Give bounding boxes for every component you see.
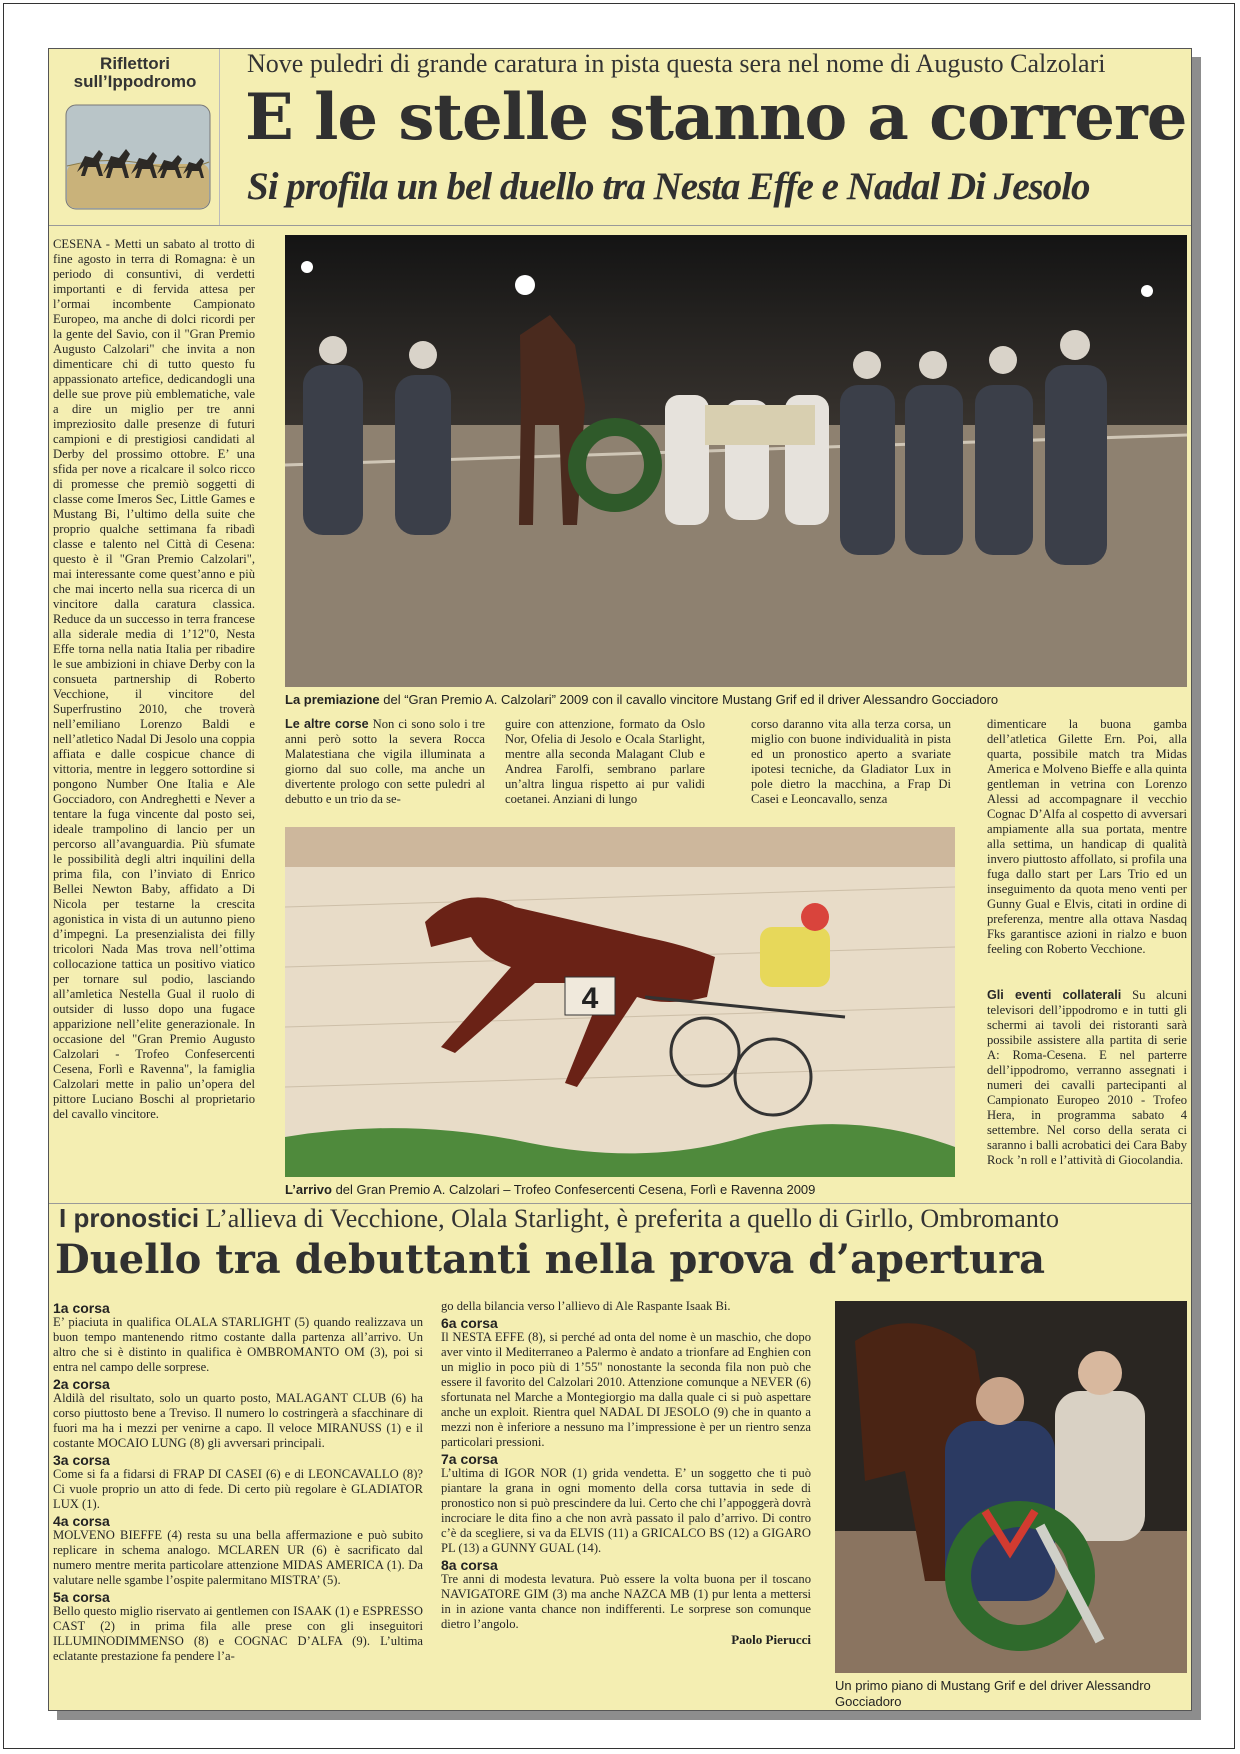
race-prediction bbox=[441, 1558, 811, 1632]
driver-closeup-photo bbox=[835, 1301, 1187, 1673]
main-headline: E le stelle stanno a correre bbox=[245, 80, 1187, 155]
predictions-column-2 bbox=[441, 1299, 811, 1648]
race-label: 6a corsa bbox=[441, 1315, 498, 1331]
race-label: 5a corsa bbox=[53, 1589, 110, 1605]
article-column-1: CESENA - Metti un sabato al trotto di fine agosto in terra di Romagna: è un periodo di consuntivi, di verdetti importanti e di fervida attesa per l’ormai incombente Campionato Europeo, ma anche di dolci ricordi per la gente del Savio, con il "Gran Premio Augusto Calzolari" che invita a non dimenticare chi di tutto questo fu appassionato artefice, dedicandogli una delle sue prove più emblematiche, vale a dire un miglio per tre anni impreziosito dalle presenze di futuri campioni e di prestigiosi candidati al Derby del prossimo ottobre. E’ una sfida per nove a ricalcare il solco ricco di promesse che premiò soggetti di classe come Imeros Sec, Little Games e Mustang Bi, l’ultimo della suite che proprio qualche settimana fa ribadì classe e talento nel Città di Cesena: questo è il "Gran Premio Calzolari", mai interessante come quest’anno e più che mai incerto nella sua ricerca di un vincitore dalla caratura classica. Reduce da un successo in terra francese alla siderale media di 1’12"0, Nesta Effe torna nella natia Italia per ribadire le sue ambizioni in chiave Derby con la consueta partnership di Roberto Vecchione, il vincitore del Superfrustino 2010, che troverà nell’emiliano Lorenzo Baldi e nell’atletico Nadal Di Jesolo una coppia affiata e dalle cospicue chance di vittoria, mentre in leggero sottordine si pongono Number One Italia e Ale Gocciadoro, con Andreghetti e Never a tentare la fuga vincente dal posto sei, ideale trampolino di lancio per un percorso all’avanguardia. Più sfumate le possibilità degli altri inquilini della prima fila, con l’inviato di Enrico Bellei Newton Baby, affidato a Di Nicola per testarne la crescita agonistica in vista di un autunno pieno d’impegni. La presenzialista dei filly tricolori Nada Mas trova nell’ottima collocazione tattica un positivo viatico per tornare sul podio, lasciando all’amletica Nestella Gual il ruolo di outsider di lusso dopo una fugace apparizione nell’elite generazionale. In occasione del "Gran Premio Augusto Calzolari - Trofeo Confesercenti Cesena, Forlì e Ravenna", la famiglia Calzolari mette in palio un’opera del pittore Luciano Boschi al proprietario del cavallo vincitore. bbox=[53, 237, 255, 1121]
article-column-5-continued bbox=[987, 988, 1187, 1168]
race-text: MOLVENO BIEFFE (4) resta su una bella affermazione e può subito replicare in schema analogo. MCLAREN UR (6) è sacrificato dal numero mentre merita particolare attenzione MIDAS AMERICA (1). Da valutare nelle sgambe l’ospite palermitano MISTRA’ (5). bbox=[53, 1528, 423, 1587]
article-text: Non ci sono solo i tre anni però sotto la severa Rocca Malatestiana che vigila illuminata a giorno dal suo colle, ma anche un divertente prologo con sette puledri al debutto e un trio da se- bbox=[285, 717, 485, 806]
race-prediction bbox=[53, 1453, 423, 1512]
article-column-5: dimenticare la buona gamba dell’atletica Gilette Ern. Poi, alla quarta, possibile match tra Midas America e Molveno Bieffe e alla quinta gentleman in vetrina con Lorenzo Alessi ad accompagnare il vecchio Cognac D’Alfa al cospetto di avversari ampiamente alla sua portata, mentre alla settima, un handicap di qualità invero piuttosto affollato, si profila una fuga dallo start per Lars Trio ed un inseguimento da quota meno venti per Gunny Gual e Elvis, citati in ordine di preferenza, mentre alla ottava Nasdaq Fks garantisce azioni in rialzo e buon feeling con Roberto Vecchione. bbox=[987, 717, 1187, 956]
newspaper-clipping bbox=[48, 48, 1192, 1711]
caption-text: del “Gran Premio A. Calzolari” 2009 con il cavallo vincitore Mustang Grif ed il driver Alessandro Gocciadoro bbox=[379, 692, 999, 707]
race-label: 1a corsa bbox=[53, 1300, 110, 1316]
kicker-thumbnail-image bbox=[65, 104, 211, 210]
race-text: E’ piaciuta in qualifica OLALA STARLIGHT (5) quando realizzava un buon tempo mantenendo ritmo costante dalla partenza all’arrivo. Un altro che si è distinto in qualifica è OMBROMANTO OM (3), poi si entra nel campo delle sorprese. bbox=[53, 1315, 423, 1374]
kicker-text: L’allieva di Vecchione, Olala Starlight, è preferita a quello di Girllo, Ombromanto bbox=[199, 1204, 1060, 1233]
section-kicker-box bbox=[49, 49, 220, 225]
race-text: Aldilà del risultato, solo un quarto posto, MALAGANT CLUB (6) ha corso piuttosto bene a Treviso. Il numero lo costringerà a sfacchinare di fuori ma ha i mezzi per venirne a capo. Il veloce MIRANUSS (1) e il costante MOCAIO LUNG (8) gli avversari principali. bbox=[53, 1391, 423, 1450]
predictions-column-1 bbox=[53, 1299, 423, 1664]
caption-label: L’arrivo bbox=[285, 1182, 332, 1197]
article-column-4: corso daranno vita alla terza corsa, un miglio con buone individualità in pista ed un pronostico aperto a svariate ipotesi tecniche, da Gladiator Lux in pole dietro la macchina, a Frap Di Casei e Leoncavallo, senza bbox=[751, 717, 951, 806]
race-text-continued: go della bilancia verso l’allievo di Ale Raspante Isaak Bi. bbox=[441, 1299, 731, 1313]
race-prediction bbox=[53, 1377, 423, 1451]
caption-text: del Gran Premio A. Calzolari – Trofeo Confesercenti Cesena, Forlì e Ravenna 2009 bbox=[331, 1182, 816, 1197]
race-prediction bbox=[53, 1590, 423, 1664]
race-prediction bbox=[53, 1301, 423, 1375]
article-column-3: guire con attenzione, formato da Oslo Nor, Ofelia di Jesolo e Ocala Starlight, mentre alla seconda Malagant Club e Andrea Farolfi, sembrano parlare un’altra lingua rispetto ai pur validi coetanei. Anziani di lungo bbox=[505, 717, 705, 806]
section-2-headline: Duello tra debuttanti nella prova d’apertura bbox=[55, 1236, 1046, 1283]
overline: Nove puledri di grande caratura in pista questa sera nel nome di Augusto Calzolari bbox=[247, 49, 1106, 78]
race-label: 8a corsa bbox=[441, 1557, 498, 1573]
race-label: 3a corsa bbox=[53, 1452, 110, 1468]
article-column-2 bbox=[285, 717, 485, 807]
subsection-label: Le altre corse bbox=[285, 717, 369, 731]
race-label: 2a corsa bbox=[53, 1376, 110, 1392]
race-label: 7a corsa bbox=[441, 1451, 498, 1467]
section-kicker: Riflettori sull’Ippodromo bbox=[73, 54, 197, 91]
race-finish-photo bbox=[285, 827, 955, 1177]
race-text: Il NESTA EFFE (8), si perché ad onta del nome è un maschio, che dopo aver vinto il Mediterraneo a Palermo è andato a trionfare ad Enghien con un miglio in poco più di 1’55" nonostante la seconda fila non può che essere il favorito del Calzolari 2010. Attenzione comunque a NEVER (6) sfortunata nel Marche a Montegiorgio ma dalla quale ci si può aspettare anche un exploit. Rientra quel NADAL DI JESOLO (9) che in quanto a mezzi non è inferiore a nessuno ma l’impressione è per un rientro senza particolari pressioni. bbox=[441, 1330, 811, 1449]
race-prediction bbox=[53, 1514, 423, 1588]
section-2-kicker bbox=[59, 1202, 1189, 1235]
divider bbox=[49, 225, 1192, 226]
race-text: Tre anni di modesta levatura. Può essere la volta buona per il toscano NAVIGATORE GIM (3) ma anche NAZCA MB (1) pur lenta a mettersi in in azione vanta chance non indifferenti. Le sorprese son comunque dietro l’angolo. bbox=[441, 1572, 811, 1631]
race-text: Come si fa a fidarsi di FRAP DI CASEI (6) e di LEONCAVALLO (8)? Ci vuole proprio un atto di fede. Di certo più regolare è GLADIATOR LUX (1). bbox=[53, 1467, 423, 1511]
photo-caption-1 bbox=[285, 692, 1187, 708]
race-text: L’ultima di IGOR NOR (1) grida vendetta. E’ un soggetto che ti può piantare la grana in ogni momento della corsa tuttavia in sede di pronostico non si può prescindere da lui. Certo che chi l’appoggerà dovrà incrociare le dita fino a che non avrà passato il palo d’arrivo. Di contro c’è da scegliere, si va da ELVIS (11) a GRICALCO BS (12) a GIGARO PL (13) a GUNNY GUAL (14). bbox=[441, 1466, 812, 1555]
race-label: 4a corsa bbox=[53, 1513, 110, 1529]
byline: Paolo Pierucci bbox=[731, 1632, 811, 1647]
race-text: Bello questo miglio riservato ai gentlemen con ISAAK (1) e ESPRESSO CAST (2) in prima fila alle prese con gli inseguitori ILLUMINODIMMENSO (8) e COGNAC D’ALFA (9). L’ultima eclatante prestazione fa pendere l’a- bbox=[53, 1604, 423, 1663]
saddle-cloth-number: 4 bbox=[581, 982, 599, 1015]
photo-caption-2 bbox=[285, 1182, 955, 1198]
photo-caption-3: Un primo piano di Mustang Grif e del driver Alessandro Gocciadoro bbox=[835, 1678, 1151, 1709]
caption-label: La premiazione bbox=[285, 692, 380, 707]
kicker-label: I pronostici bbox=[59, 1203, 200, 1233]
race-prediction bbox=[441, 1452, 811, 1556]
award-ceremony-photo bbox=[285, 235, 1187, 687]
subheadline: Si profila un bel duello tra Nesta Effe e Nadal Di Jesolo bbox=[247, 165, 1090, 208]
subsection-label: Gli eventi collaterali bbox=[987, 988, 1122, 1002]
race-prediction bbox=[441, 1316, 811, 1450]
article-text: Su alcuni televisori dell’ippodromo e in tutti gli schermi ai tavoli dei ristoranti sarà possibile assistere alla partita di serie A: Roma-Cesena. E nel parterre dell’ippodromo, verranno assegnati i numeri dei cavalli partecipanti al Campionato Europeo 2010 - Trofeo Hera, in programma sabato 4 settembre. Nel corso della serata ci saranno i balli acrobatici dei Cara Baby Rock ’n roll e l’attività di Giocolandia. bbox=[987, 988, 1187, 1167]
